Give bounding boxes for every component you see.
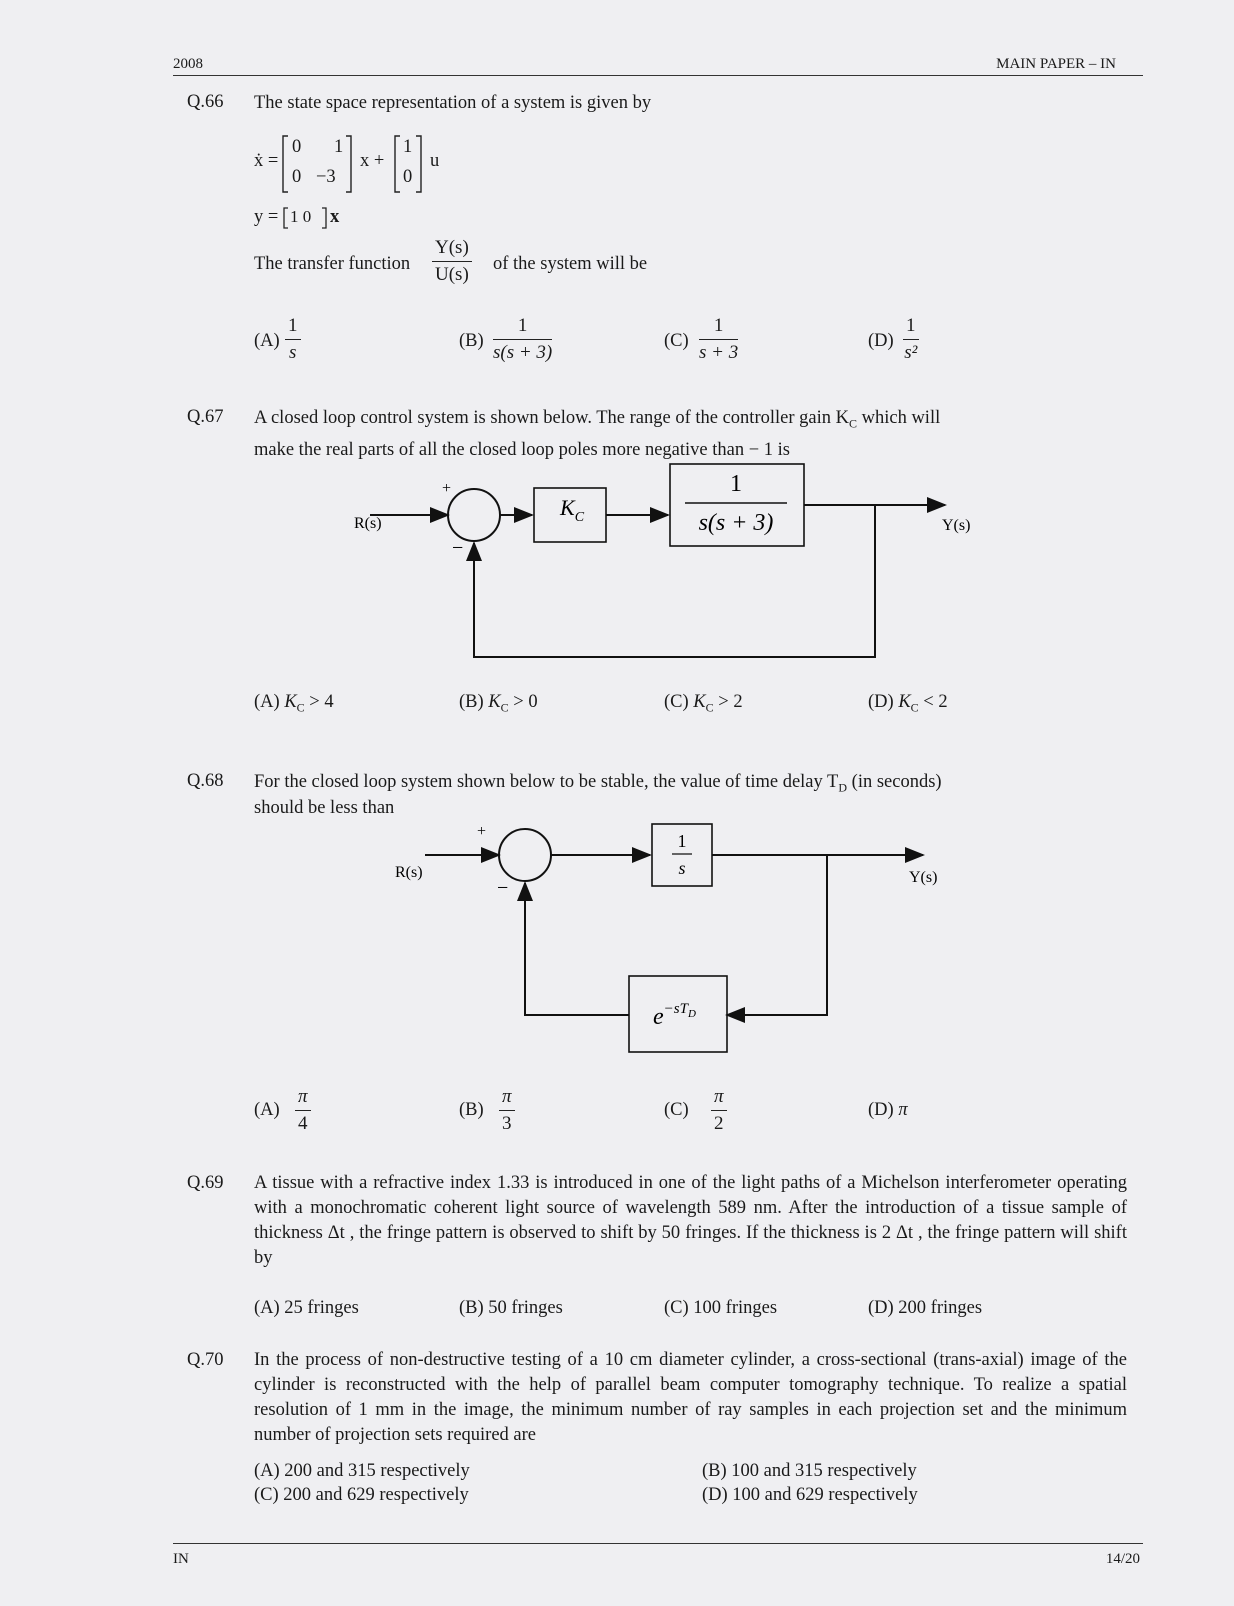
question-number: Q.68 bbox=[187, 771, 224, 791]
tf-fraction bbox=[432, 235, 472, 288]
option-d-label: (D) bbox=[868, 1100, 894, 1120]
question-text: In the process of non-destructive testing of a 10 cm diameter cylinder, a cross-sectional (trans-axial) image of the cylinder is reconstructed with the help of parallel beam computer tomography technique. To realize a spatial resolution of 1 mm in the image, the minimum number of ray samples in each projection set and the minimum number of projection sets required are bbox=[254, 1350, 1127, 1445]
question-number: Q.69 bbox=[187, 1173, 224, 1193]
question-text-line2: should be less than bbox=[254, 798, 395, 818]
option-b-label: (B) bbox=[459, 692, 484, 712]
header-rule bbox=[173, 75, 1143, 76]
x-plus: x + bbox=[360, 151, 385, 171]
plant-numerator: 1 bbox=[677, 831, 687, 851]
option-a-den: s bbox=[289, 342, 297, 363]
option-c-label: (C) bbox=[664, 331, 689, 351]
option-c: (C) $K_C > 2$ bbox=[664, 692, 743, 715]
tf-suffix: of the system will be bbox=[493, 254, 648, 274]
delay-exponent: −sT bbox=[663, 1001, 688, 1017]
minus-sign: − bbox=[497, 877, 509, 899]
output-label: Y(s) bbox=[909, 869, 938, 886]
matrix-a-21: 0 bbox=[292, 167, 302, 187]
footer-code: IN bbox=[173, 1551, 189, 1567]
option-b-num: π bbox=[499, 1084, 515, 1111]
option-a-sub: C bbox=[296, 700, 305, 715]
option-a-label: (A) bbox=[254, 692, 280, 712]
option-c-label: (C) bbox=[664, 692, 689, 712]
footer-rule bbox=[173, 1543, 1143, 1544]
gain-symbol: K bbox=[560, 495, 575, 520]
option-d-num: 1 bbox=[903, 313, 919, 340]
option-c-sub: C bbox=[705, 700, 714, 715]
option-b-fraction bbox=[493, 313, 552, 366]
plant-numerator: 1 bbox=[730, 471, 742, 497]
option-d: (D) 200 fringes bbox=[868, 1298, 983, 1318]
option-d-rel: < 2 bbox=[918, 692, 948, 712]
q68-text-tail: (in seconds) bbox=[847, 772, 942, 792]
option-c-num: 1 bbox=[699, 313, 738, 340]
option-b: (B) $K_C > 0$ bbox=[459, 692, 538, 715]
option-c: (C) 100 fringes bbox=[664, 1298, 778, 1318]
option-d-sub: C bbox=[910, 700, 919, 715]
option-d-label: (D) bbox=[868, 692, 894, 712]
question-text-line1 bbox=[254, 405, 940, 437]
gain-subscript: C bbox=[574, 510, 585, 525]
option-d-den: s² bbox=[904, 342, 918, 363]
minus-sign: − bbox=[452, 537, 464, 559]
option-c-label: (C) bbox=[664, 1100, 689, 1120]
option-b-den: s(s + 3) bbox=[493, 342, 553, 363]
page-number: 14/20 bbox=[1105, 1551, 1140, 1567]
header-paper-code: MAIN PAPER – IN bbox=[996, 56, 1116, 72]
matrix-a-22: −3 bbox=[316, 167, 336, 187]
q68-block-diagram bbox=[395, 822, 955, 1058]
matrix-c: 1 0 bbox=[290, 207, 312, 226]
option-b-label: (B) bbox=[459, 331, 484, 351]
option-b-label: (B) bbox=[459, 1100, 484, 1120]
question-text: The state space representation of a system is given by bbox=[254, 93, 652, 113]
option-a: (A) $K_C > 4$ bbox=[254, 692, 334, 715]
option-b-rel: > 0 bbox=[508, 692, 538, 712]
option-b-den: 3 bbox=[502, 1113, 512, 1134]
option-b: (B) 50 fringes bbox=[459, 1298, 563, 1318]
header-year: 2008 bbox=[173, 56, 203, 72]
option-c-den: 2 bbox=[714, 1113, 724, 1134]
delay-subscript: D bbox=[687, 1008, 696, 1020]
question-number: Q.70 bbox=[187, 1350, 224, 1370]
y-label: y = bbox=[254, 207, 279, 227]
q67-text-sub: C bbox=[848, 416, 857, 431]
state-x: x bbox=[330, 207, 340, 227]
option-b: (B) 100 and 315 respectively bbox=[702, 1461, 917, 1481]
option-a-label: (A) bbox=[254, 1100, 280, 1120]
input-u: u bbox=[430, 151, 440, 171]
option-c: (C) 200 and 629 respectively bbox=[254, 1485, 469, 1505]
option-d bbox=[868, 1097, 908, 1123]
input-label: R(s) bbox=[354, 515, 382, 532]
matrix-a-11: 0 bbox=[292, 137, 302, 157]
option-c-fraction bbox=[711, 1084, 727, 1137]
option-b-num: 1 bbox=[493, 313, 552, 340]
gain-label bbox=[559, 495, 585, 525]
option-b-sub: C bbox=[500, 700, 509, 715]
tf-prefix: The transfer function bbox=[254, 254, 411, 274]
q67-text-tail: which will bbox=[856, 408, 941, 428]
option-a-fraction bbox=[285, 313, 301, 366]
input-label: R(s) bbox=[395, 864, 423, 881]
option-d: (D) 100 and 629 respectively bbox=[702, 1485, 918, 1505]
option-a-label: (A) bbox=[254, 331, 280, 351]
summing-junction bbox=[448, 489, 500, 541]
option-c-den: s + 3 bbox=[699, 342, 739, 363]
q68-text-sub: D bbox=[838, 780, 848, 795]
summing-junction bbox=[499, 829, 551, 881]
matrix-a-12: 1 bbox=[334, 137, 344, 157]
plus-sign: + bbox=[442, 480, 452, 497]
output-label: Y(s) bbox=[942, 517, 971, 534]
option-a-fraction bbox=[295, 1084, 311, 1137]
matrix-b-2: 0 bbox=[403, 167, 413, 187]
q67-block-diagram bbox=[340, 460, 1000, 680]
option-a-rel: > 4 bbox=[304, 692, 334, 712]
option-d-label: (D) bbox=[868, 331, 894, 351]
tf-numerator: Y(s) bbox=[432, 235, 472, 262]
question-number: Q.67 bbox=[187, 407, 224, 427]
delay-label bbox=[653, 1001, 696, 1030]
option-c-rel: > 2 bbox=[713, 692, 743, 712]
option-c-num: π bbox=[711, 1084, 727, 1111]
question-number: Q.66 bbox=[187, 92, 224, 112]
question-text: A tissue with a refractive index 1.33 is introduced in one of the light paths of a Michelson interferometer operating with a monochromatic coherent light source of wavelength 589 nm. After the introduction of a tissue sample of thickness Δt , the fringe pattern is observed to shift by 50 fringes. If the thickness is 2 Δt , the fringe pattern will shift by bbox=[254, 1173, 1127, 1268]
option-d-value: π bbox=[898, 1100, 908, 1120]
delay-base: e bbox=[653, 1004, 664, 1030]
question-text-line2: make the real parts of all the closed loop poles more negative than − 1 is bbox=[254, 440, 790, 460]
option-c-fraction bbox=[699, 313, 738, 366]
xdot-label: ẋ = bbox=[254, 151, 279, 171]
tf-denominator: U(s) bbox=[435, 264, 469, 285]
feedback-path-to-summer bbox=[525, 883, 629, 1015]
option-d: (D) $K_C < 2$ bbox=[868, 692, 948, 715]
matrix-b-1: 1 bbox=[403, 137, 413, 157]
q67-text-main: A closed loop control system is shown below. The range of the controller gain K bbox=[254, 408, 849, 428]
option-a-num: π bbox=[295, 1084, 311, 1111]
option-b-fraction bbox=[499, 1084, 515, 1137]
option-a: (A) 25 fringes bbox=[254, 1298, 359, 1318]
plant-denominator: s bbox=[678, 858, 686, 878]
q68-text-main: For the closed loop system shown below to be stable, the value of time delay T bbox=[254, 772, 839, 792]
option-d-fraction bbox=[903, 313, 919, 366]
option-a-den: 4 bbox=[298, 1113, 308, 1134]
plant-denominator: s(s + 3) bbox=[698, 510, 774, 536]
feedback-path-to-delay bbox=[727, 855, 827, 1015]
option-a-num: 1 bbox=[285, 313, 301, 340]
option-a: (A) 200 and 315 respectively bbox=[254, 1461, 470, 1481]
plus-sign: + bbox=[477, 823, 487, 840]
